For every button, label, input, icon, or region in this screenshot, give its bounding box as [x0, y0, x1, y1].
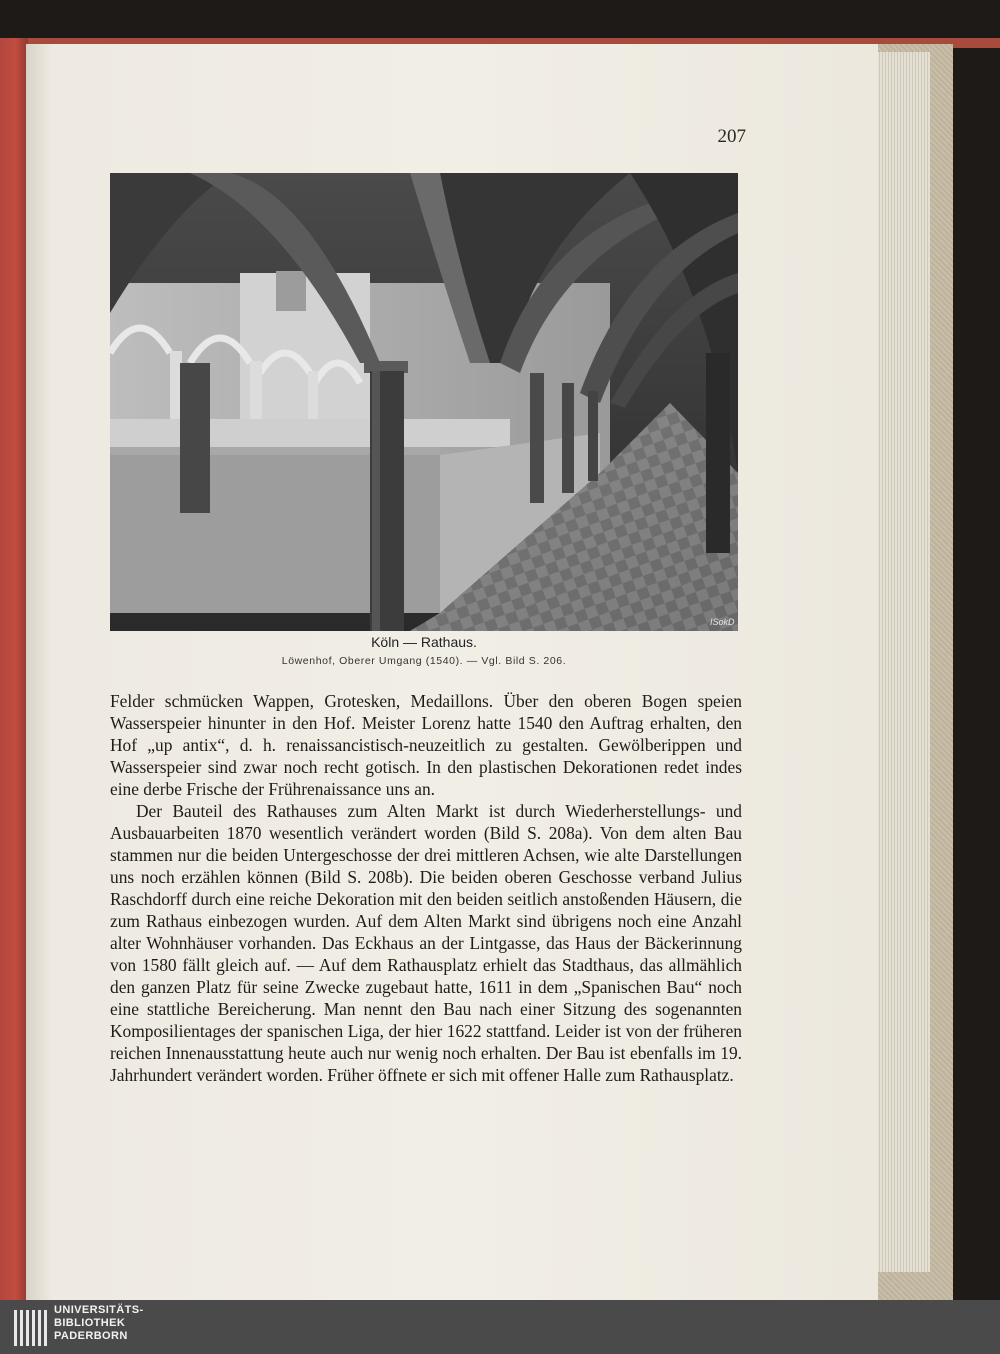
figure-caption-title: Köln — Rathaus. — [371, 634, 477, 650]
library-name — [54, 1304, 144, 1343]
paragraph-2: Der Bauteil des Rathauses zum Alten Markt ist durch Wiederherstellungs- und Ausbauarbeiten 1870 wesentlich verändert worden (Bild S. 208a). Von dem alten Bau stammen nur die beiden Untergeschosse der drei mittleren Achsen, wie alte Darstellungen uns noch erzählen können (Bild S. 208b). Die beiden oberen Geschosse verband Julius Raschdorff durch eine reiche Dekoration mit den beiden seitlich anstoßenden Häusern, die zum Rathaus einbezogen wurden. Auf dem Alten Markt sind übrigens noch eine Anzahl alter Wohnhäuser vorhanden. Das Eckhaus an der Lintgasse, das Haus der Bäckerinnung von 1580 fällt gleich auf. — Auf dem Rathausplatz erhielt das Stadthaus, das allmählich den ganzen Platz für seine Zwecke zugebaut hatte, 1611 in dem „Spanischen Bau“ noch eine stattliche Bereicherung. Man nennt den Bau nach einer Sitzung des sogenannten Komposilientages der spanischen Liga, der hier 1622 stattfand. Leider ist von der früheren reichen Innenausstattung heute auch nur wenig noch erhalten. Der Bau ist ebenfalls im 19. Jahrhundert verändert worden. Früher öffnete er sich mit offener Halle zum Rathausplatz. — [110, 801, 742, 1085]
library-name-line-3: PADERBORN — [54, 1330, 128, 1342]
library-name-line-2: BIBLIOTHEK — [54, 1317, 126, 1329]
photo-signature: ISokD — [710, 617, 735, 627]
figure-caption-subtitle: Löwenhof, Oberer Umgang (1540). — Vgl. Bild S. 206. — [281, 655, 567, 667]
library-logo-icon — [14, 1306, 48, 1350]
library-name-line-1: UNIVERSITÄTS- — [54, 1304, 144, 1316]
body-text — [110, 690, 742, 1086]
page-number: 207 — [717, 126, 746, 147]
library-footer — [0, 1300, 1000, 1354]
paragraph-1: Felder schmücken Wappen, Grotesken, Medaillons. Über den oberen Bogen speien Wasserspeier hinunter in den Hof. Meister Lorenz hatte 1540 den Auftrag erhalten, den Hof „up antix“, d. h. renaissancistisch-neuzeitlich zu gestalten. Gewölberippen und Wasserspeier sind zwar noch recht gotisch. In den plastischen Dekorationen redet indes eine derbe Frische der Frührenaissance uns an. — [110, 691, 742, 799]
page-edges — [874, 52, 930, 1272]
cloister-photograph — [110, 173, 738, 631]
book-cover-left — [0, 38, 28, 1300]
